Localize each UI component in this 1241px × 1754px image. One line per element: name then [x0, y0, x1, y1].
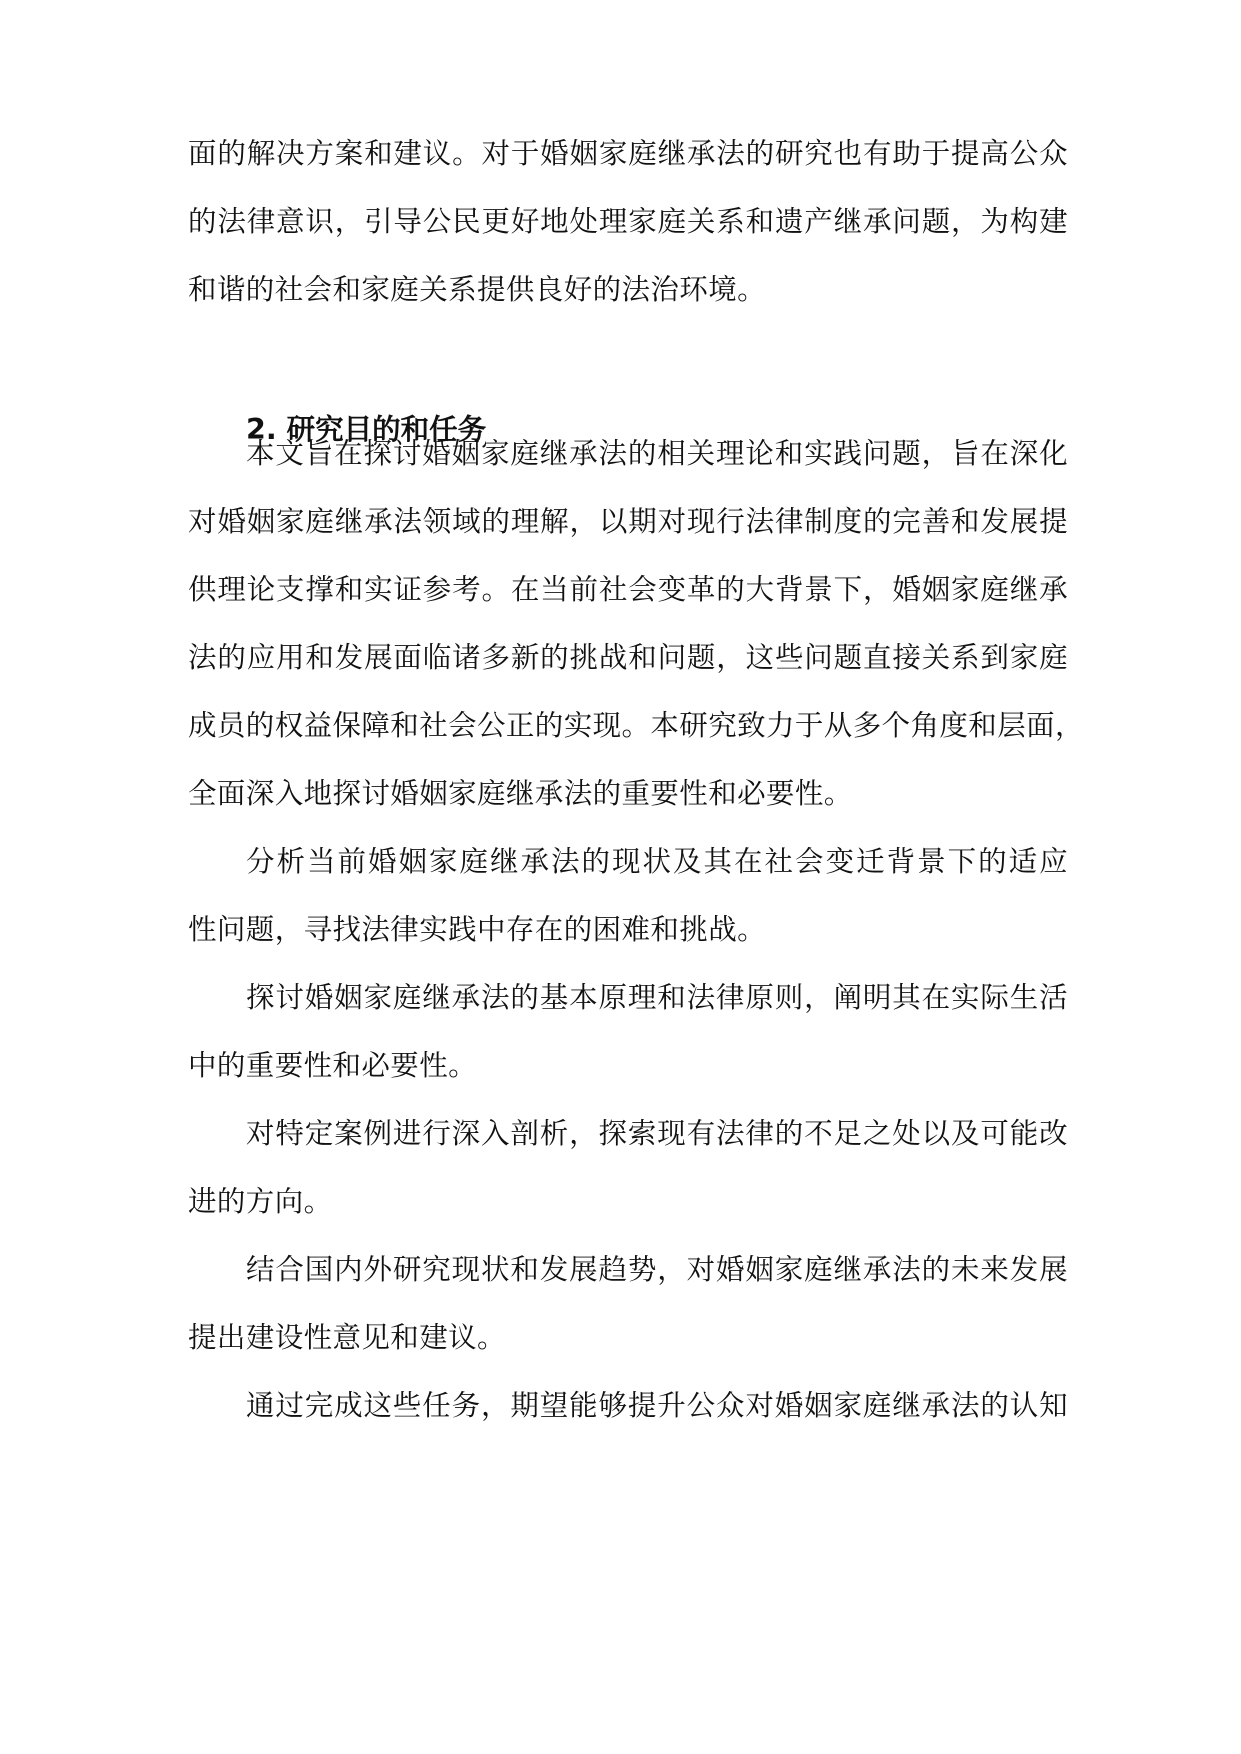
para2-line-2: 性问题，寻找法律实践中存在的困难和挑战。	[188, 913, 767, 946]
intro-line-2: 的法律意识，引导公民更好地处理家庭关系和遗产继承问题，为构建	[188, 205, 1068, 238]
para5-line-2: 提出建设性意见和建议。	[188, 1321, 506, 1354]
para3-line-1: 探讨婚姻家庭继承法的基本原理和法律原则，阐明其在实际生活	[246, 981, 1068, 1014]
para1-line-1: 本文旨在探讨婚姻家庭继承法的相关理论和实践问题，旨在深化	[246, 437, 1068, 470]
para1-line-4: 法的应用和发展面临诸多新的挑战和问题，这些问题直接关系到家庭	[188, 641, 1068, 674]
para2-line-1: 分析当前婚姻家庭继承法的现状及其在社会变迁背景下的适应	[246, 845, 1068, 878]
para4-line-2: 进的方向。	[188, 1185, 333, 1218]
para1-line-6: 全面深入地探讨婚姻家庭继承法的重要性和必要性。	[188, 777, 853, 810]
section-heading: 2. 研究目的和任务	[246, 413, 487, 446]
para3-line-2: 中的重要性和必要性。	[188, 1049, 478, 1082]
para5-line-1: 结合国内外研究现状和发展趋势，对婚姻家庭继承法的未来发展	[246, 1253, 1068, 1286]
para4-line-1: 对特定案例进行深入剖析，探索现有法律的不足之处以及可能改	[246, 1117, 1068, 1150]
para1-line-2: 对婚姻家庭继承法领域的理解，以期对现行法律制度的完善和发展提	[188, 505, 1068, 538]
intro-line-1: 面的解决方案和建议。对于婚姻家庭继承法的研究也有助于提高公众	[188, 137, 1068, 170]
para1-line-3: 供理论支撑和实证参考。在当前社会变革的大背景下，婚姻家庭继承	[188, 573, 1068, 606]
para6-line-1: 通过完成这些任务，期望能够提升公众对婚姻家庭继承法的认知	[246, 1389, 1068, 1422]
intro-line-3: 和谐的社会和家庭关系提供良好的法治环境。	[188, 273, 767, 306]
para1-line-5: 成员的权益保障和社会公正的实现。本研究致力于从多个角度和层面，	[188, 709, 1084, 742]
